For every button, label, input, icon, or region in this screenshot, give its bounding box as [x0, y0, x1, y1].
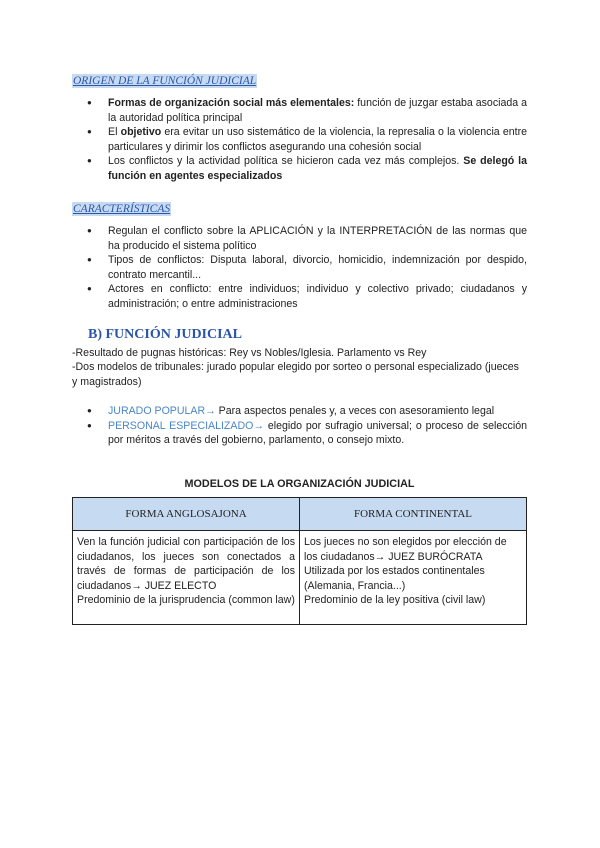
table-header-row: [73, 498, 527, 531]
bullet-text: Para aspectos penales y, a veces con asesoramiento legal: [215, 405, 495, 417]
list-item: ● Actores en conflicto: entre individuos; individuo y colectivo privado; ciudadanos y administración; o entre administraciones: [72, 282, 527, 311]
cell-line: Ven la función judicial con participación de los ciudadanos, los jueces son conectados a través de formas de participación de los ciudadanos→ JUEZ ELECTO: [77, 536, 295, 592]
funcion-judicial-heading: B) FUNCIÓN JUDICIAL: [88, 327, 243, 342]
bullet-text: El: [108, 126, 121, 138]
cell-line: Los jueces no son elegidos por elección de los ciudadanos→ JUEZ BURÓCRATA: [304, 536, 507, 563]
origen-bullet-list: [72, 96, 527, 183]
column-header-continental: FORMA CONTINENTAL: [300, 498, 527, 531]
bullet-label: JURADO POPULAR→: [108, 405, 216, 417]
table-cell-continental: [300, 531, 527, 625]
list-item: ● Regulan el conflicto sobre la APLICACIÓN y la INTERPRETACIÓN de las normas que ha producido el sistema político: [72, 224, 527, 253]
list-item: [72, 419, 527, 448]
list-item: [72, 125, 527, 154]
bullet-text: era evitar un uso sistemático de la violencia, la represalia o la violencia entre particulares y dirimir los conflictos asegurando una cohesión social: [108, 126, 527, 153]
column-header-anglosajona: FORMA ANGLOSAJONA: [73, 498, 300, 531]
list-item: [72, 96, 527, 125]
funcion-line-2: -Dos modelos de tribunales: jurado popular elegido por sorteo o personal especializado (jueces y magistrados): [72, 361, 519, 388]
bullet-text: Los conflictos y la actividad política se hicieron cada vez más complejos.: [108, 155, 464, 167]
caracteristicas-heading: CARACTERÍSTICAS: [73, 203, 171, 215]
table-row: [73, 531, 527, 625]
bullet-text: elegido por sufragio universal; o proceso de selección por méritos a través del gobierno, parlamento, o consejo mixto.: [108, 419, 527, 446]
list-item: [72, 404, 527, 419]
bullet-bold: objetivo: [120, 126, 162, 138]
list-item: [72, 154, 527, 183]
cell-line: Predominio de la jurisprudencia (common law): [77, 594, 295, 606]
origen-heading: ORIGEN DE LA FUNCIÓN JUDICIAL: [73, 75, 257, 87]
table-title: MODELOS DE LA ORGANIZACIÓN JUDICIAL: [184, 478, 415, 490]
bullet-label: PERSONAL ESPECIALIZADO→: [108, 419, 264, 432]
cell-line: Utilizada por los estados continentales (Alemania, Francia...): [304, 565, 485, 592]
bullet-bold-tail: Se delegó la función en agentes especializados: [108, 155, 528, 182]
cell-line: Predominio de la ley positiva (civil law): [304, 594, 486, 606]
bullet-text: función de juzgar estaba asociada a la autoridad política principal: [108, 97, 528, 124]
list-item: ● Tipos de conflictos: Disputa laboral, divorcio, homicidio, indemnización por despido, contrato mercantil...: [72, 253, 527, 282]
models-table: [72, 497, 527, 625]
caracteristicas-bullet-list: [72, 224, 527, 311]
bullet-bold-lead: Formas de organización social más elementales:: [108, 97, 355, 109]
funcion-line-1: -Resultado de pugnas históricas: Rey vs Nobles/Iglesia. Parlamento vs Rey: [72, 347, 427, 359]
table-cell-anglosajona: [73, 531, 300, 625]
tribunal-bullet-list: [72, 404, 527, 448]
